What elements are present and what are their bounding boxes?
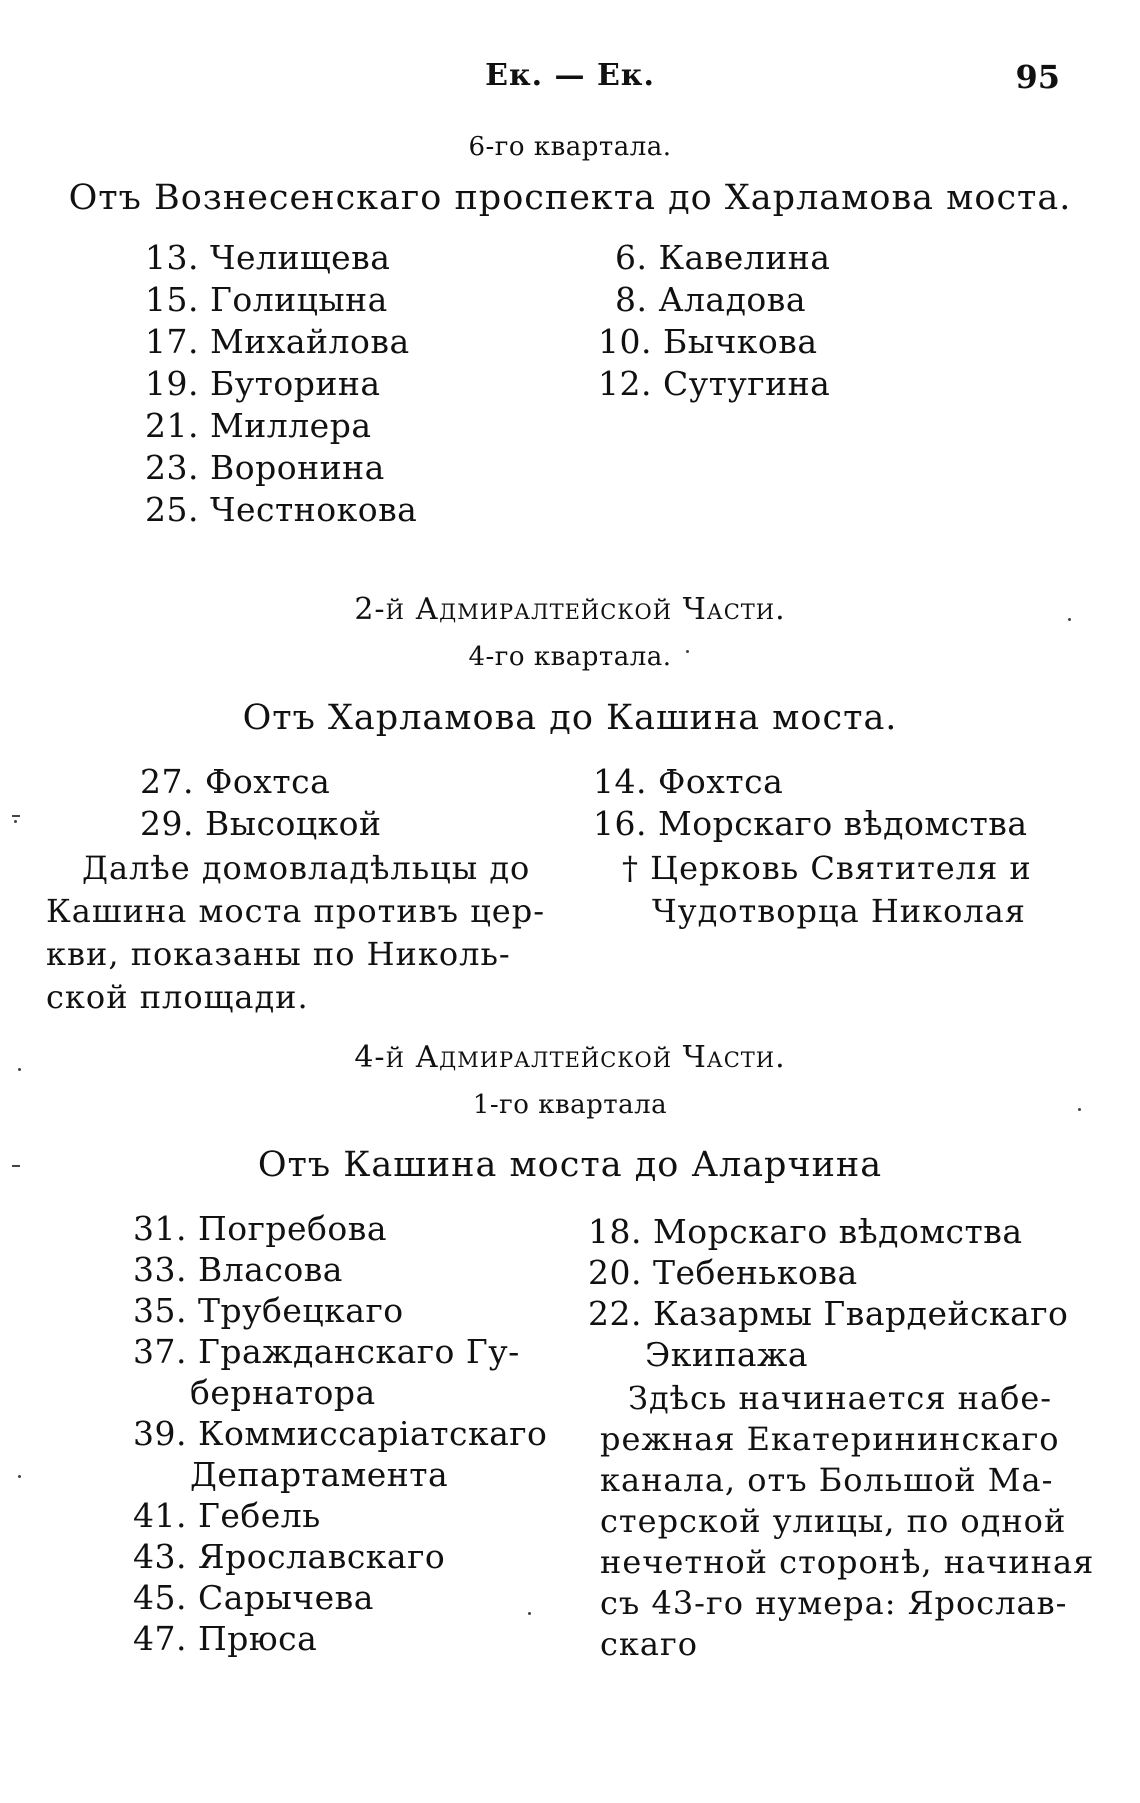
scan-speck [18,1068,21,1071]
note-line: Чудотворца Николая [652,892,1026,930]
list-item: 23. Воронина [145,448,385,487]
scan-speck [14,820,17,823]
list-item: 10. Бычкова [598,322,818,361]
list-item: 14. Фохтса [593,762,784,801]
list-item: 12. Сутугина [598,364,831,403]
list-item: 45. Сарычева [133,1578,374,1617]
list-item: 19. Буторина [145,364,381,403]
list-item: 41. Гебель [133,1496,321,1535]
list-item: 47. Прюса [133,1619,318,1658]
section2-part-heading: 2-й Адмиралтейской Части. [354,592,786,627]
list-item: Экипажа [645,1335,809,1374]
section2-route: Отъ Харламова до Кашина моста. [242,698,898,738]
note-line: кви, показаны по Николь- [46,935,511,973]
list-item: 20. Тебенькова [588,1253,858,1292]
section1-quarter: 6-го квартала. [468,132,672,162]
note-line: † Церковь Святителя и [622,849,1032,887]
note-line: ской площади. [46,978,309,1016]
scan-speck [12,1165,20,1167]
list-item: 6. Кавелина [615,238,831,277]
list-item: Департамента [190,1455,449,1494]
note-line: скаго [600,1625,699,1663]
scan-speck [18,1475,21,1478]
list-item: 43. Ярославскаго [133,1537,446,1576]
note-line: съ 43-го нумера: Ярослав- [600,1584,1068,1622]
note-line: канала, отъ Большой Ма- [600,1461,1054,1499]
scan-speck [528,1612,531,1615]
list-item: 16. Морскаго вѣдомства [593,804,1028,843]
list-item: 37. Гражданскаго Гу- [133,1332,520,1371]
scan-speck [1068,618,1071,621]
section3-route: Отъ Кашина моста до Аларчина [257,1145,883,1185]
list-item: 22. Казармы Гвардейскаго [588,1294,1069,1333]
scan-speck [12,815,20,817]
list-item: 21. Миллера [145,406,372,445]
section3-part-heading: 4-й Адмиралтейской Части. [354,1040,786,1075]
list-item: 39. Коммиссаріатскаго [133,1414,548,1453]
note-line: режная Екатерининскаго [600,1420,1060,1458]
list-item: 17. Михайлова [145,322,410,361]
note-line: стерской улицы, по одной [600,1502,1067,1540]
page-number: 95 [1015,58,1060,96]
list-item: 31. Погребова [133,1209,388,1248]
note-line: Здѣсь начинается набе- [628,1379,1053,1417]
list-item: 29. Высоцкой [140,804,382,843]
note-line: нечетной сторонѣ, начиная [600,1543,1095,1581]
list-item: 35. Трубецкаго [133,1291,404,1330]
section3-quarter: 1-го квартала [472,1090,668,1120]
list-item: 15. Голицына [145,280,388,319]
scan-speck [1078,1108,1081,1111]
list-item: 27. Фохтса [140,762,331,801]
note-line: Далѣе домовладѣльцы до [82,849,531,887]
list-item: 25. Честнокова [145,490,418,529]
scan-speck [686,650,689,653]
list-item: 33. Власова [133,1250,343,1289]
list-item: 13. Челищева [145,238,391,277]
running-head: Ек. — Ек. [485,58,655,93]
list-item: 8. Аладова [615,280,807,319]
section2-quarter: 4-го квартала. [468,642,672,672]
note-line: Кашина моста противъ цер- [46,892,545,930]
list-item: 18. Морскаго вѣдомства [588,1212,1023,1251]
section1-route: Отъ Вознесенскаго проспекта до Харламова моста. [68,178,1072,218]
list-item: бернатора [190,1373,376,1412]
